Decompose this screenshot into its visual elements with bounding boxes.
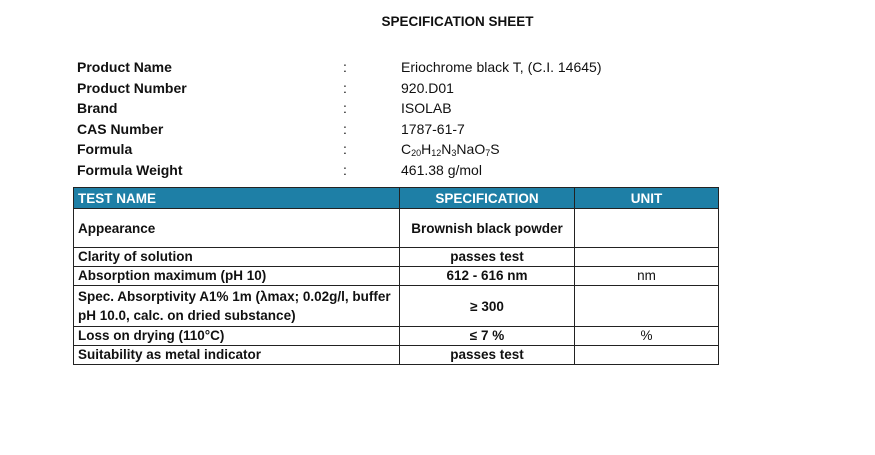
product-name-label: Product Name <box>77 59 172 75</box>
test-name-cell: Absorption maximum (pH 10) <box>74 267 400 286</box>
brand-value: ISOLAB <box>401 100 452 116</box>
product-name-value: Eriochrome black T, (C.I. 14645) <box>401 59 602 75</box>
unit-header: UNIT <box>575 188 719 209</box>
unit-cell <box>575 248 719 267</box>
test-name-cell: Loss on drying (110°C) <box>74 327 400 346</box>
table-row <box>74 286 719 327</box>
formula-part: NaO <box>456 141 486 157</box>
test-name-cell: Suitability as metal indicator <box>74 346 400 365</box>
formula-subscript: 3 <box>451 148 457 158</box>
specification-header: SPECIFICATION <box>400 188 575 209</box>
unit-cell <box>575 209 719 248</box>
separator: : <box>343 141 347 157</box>
table-row <box>74 327 719 346</box>
formula-label: Formula <box>77 141 133 157</box>
specification-cell: passes test <box>400 346 575 365</box>
specification-cell: passes test <box>400 248 575 267</box>
formula-part: S <box>490 141 500 157</box>
table-header-row <box>74 188 719 209</box>
specification-table <box>73 187 719 365</box>
formula-weight-label: Formula Weight <box>77 161 183 178</box>
unit-cell <box>575 286 719 327</box>
cas-number-label: CAS Number <box>77 120 164 137</box>
formula-part: N <box>441 141 452 157</box>
table-row <box>74 267 719 286</box>
table-row <box>74 248 719 267</box>
unit-cell: % <box>575 327 719 346</box>
unit-cell: nm <box>575 267 719 286</box>
table-row <box>74 346 719 365</box>
test-name-cell: Clarity of solution <box>74 248 400 267</box>
specification-cell: ≤ 7 % <box>400 327 575 346</box>
specification-cell: 612 - 616 nm <box>400 267 575 286</box>
separator: : <box>343 161 347 178</box>
test-name-header: TEST NAME <box>74 188 400 209</box>
formula-subscript: 7 <box>485 148 491 158</box>
formula-part: C <box>401 141 412 157</box>
specification-cell: ≥ 300 <box>400 286 575 327</box>
formula-subscript: 20 <box>411 148 422 158</box>
specification-cell: Brownish black powder <box>400 209 575 248</box>
product-number-value: 920.D01 <box>401 79 454 96</box>
formula-part: H <box>421 141 432 157</box>
separator: : <box>343 100 347 116</box>
separator: : <box>343 59 347 75</box>
separator: : <box>343 120 347 137</box>
formula-subscript: 12 <box>431 148 442 158</box>
brand-label: Brand <box>77 100 118 116</box>
unit-cell <box>575 346 719 365</box>
page-title: SPECIFICATION SHEET <box>381 14 534 29</box>
test-name-cell: Spec. Absorptivity A1% 1m (λmax; 0.02g/l, buffer pH 10.0, calc. on dried substance) <box>74 286 400 327</box>
test-name-cell: Appearance <box>74 209 400 248</box>
product-number-label: Product Number <box>77 79 187 96</box>
table-row <box>74 209 719 248</box>
formula-weight-value: 461.38 g/mol <box>401 161 482 178</box>
cas-number-value: 1787-61-7 <box>401 120 465 137</box>
separator: : <box>343 79 347 96</box>
formula-value <box>401 139 500 160</box>
